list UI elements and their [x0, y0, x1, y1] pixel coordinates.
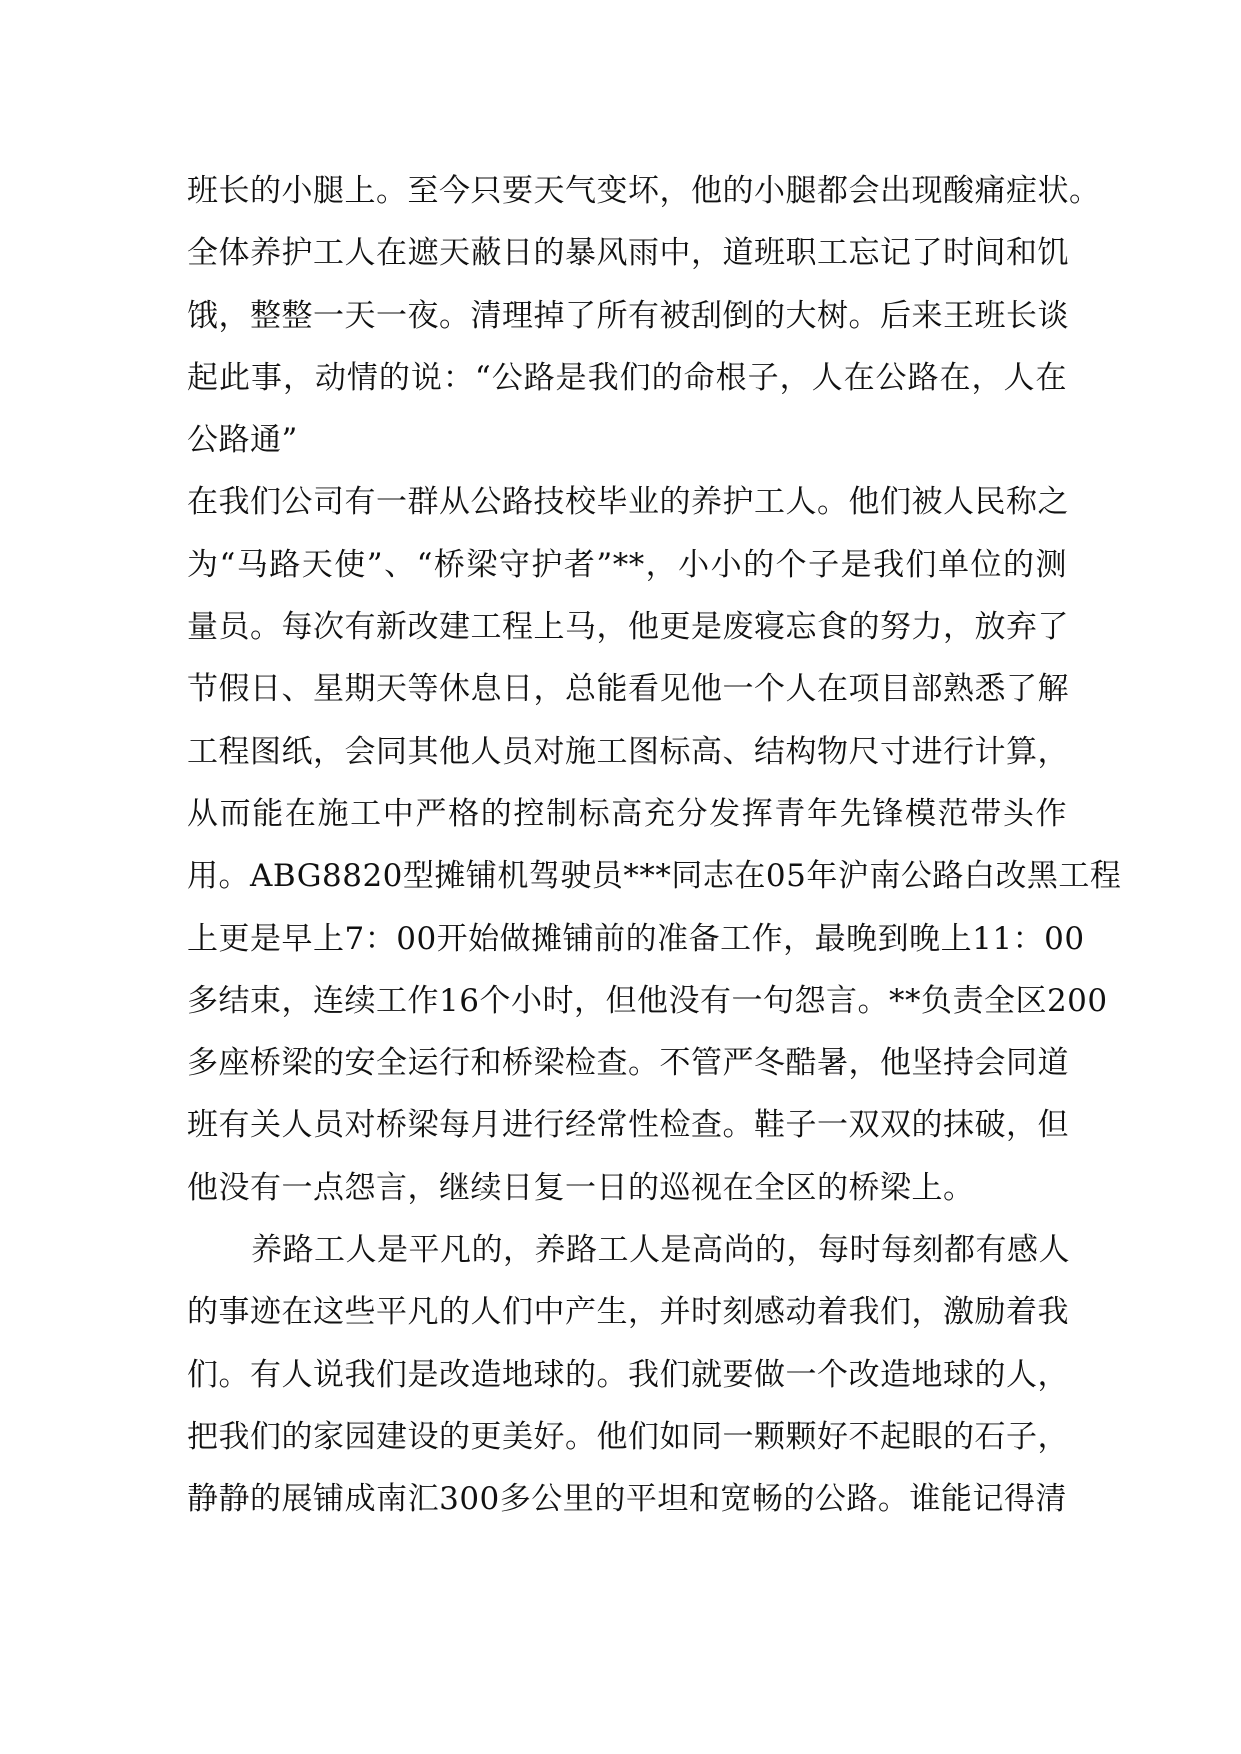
- text-line: 为“马路天使”、“桥梁守护者”**，小小的个子是我们单位的测: [187, 546, 1067, 583]
- text-line: 他没有一点怨言，继续日复一日的巡视在全区的桥梁上。: [187, 1169, 975, 1206]
- text-line: 起此事，动情的说：“公路是我们的命根子，人在公路在，人在: [187, 359, 1067, 396]
- text-line: 在我们公司有一群从公路技校毕业的养护工人。他们被人民称之: [187, 484, 1069, 521]
- paragraph-first-line: 养路工人是平凡的，养路工人是高尚的，每时每刻都有感人: [251, 1232, 1070, 1269]
- text-line: 工程图纸，会同其他人员对施工图标高、结构物尺寸进行计算，: [187, 733, 1069, 770]
- text-line: 公路通”: [187, 422, 298, 459]
- text-line: 节假日、星期天等休息日，总能看见他一个人在项目部熟悉了解: [187, 671, 1069, 708]
- text-line: 把我们的家园建设的更美好。他们如同一颗颗好不起眼的石子，: [187, 1418, 1069, 1455]
- text-line: 饿，整整一天一夜。清理掉了所有被刮倒的大树。后来王班长谈: [187, 297, 1069, 334]
- text-line: 用。ABG8820型摊铺机驾驶员***同志在05年沪南公路白改黑工程: [187, 858, 1122, 895]
- text-line: 从而能在施工中严格的控制标高充分发挥青年先锋模范带头作: [187, 795, 1067, 832]
- text-line: 静静的展铺成南汇300多公里的平坦和宽畅的公路。谁能记得清: [187, 1481, 1067, 1518]
- text-line: 多结束，连续工作16个小时，但他没有一句怨言。**负责全区200: [187, 982, 1108, 1019]
- text-line: 量员。每次有新改建工程上马，他更是废寝忘食的努力，放弃了: [187, 609, 1069, 646]
- text-line: 班长的小腿上。至今只要天气变坏，他的小腿都会出现酸痛症状。: [187, 173, 1101, 209]
- text-line: 的事迹在这些平凡的人们中产生，并时刻感动着我们，激励着我: [187, 1294, 1069, 1331]
- text-line: 全体养护工人在遮天蔽日的暴风雨中，道班职工忘记了时间和饥: [187, 235, 1069, 272]
- text-line: 们。有人说我们是改造地球的。我们就要做一个改造地球的人，: [187, 1356, 1069, 1393]
- text-line: 上更是早上7：00开始做摊铺前的准备工作，最晚到晚上11：00: [187, 920, 1085, 957]
- text-line: 多座桥梁的安全运行和桥梁检查。不管严冬酷暑，他坚持会同道: [187, 1045, 1069, 1082]
- text-line: 班有关人员对桥梁每月进行经常性检查。鞋子一双双的抹破，但: [187, 1107, 1069, 1144]
- document-body: [187, 160, 1122, 1531]
